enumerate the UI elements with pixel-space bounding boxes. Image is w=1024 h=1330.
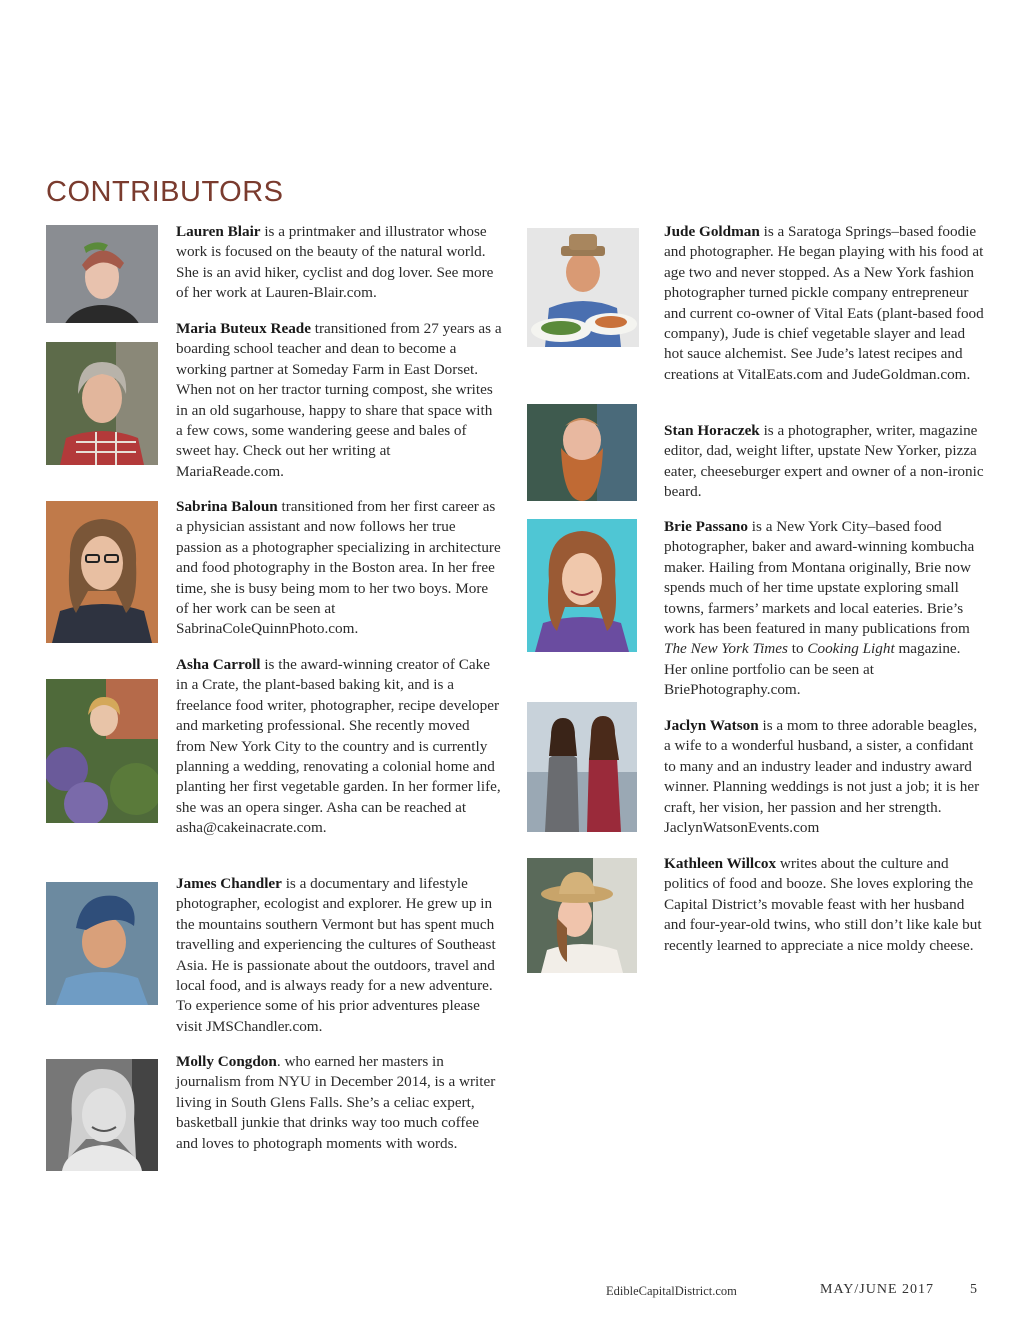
footer-website: EdibleCapitalDistrict.com [606, 1284, 737, 1298]
contributor-bio-sabrina-baloun: Sabrina Baloun transitioned from her first career as a physician assistant and now follows her true passion as a photographer specializing in architecture and food photography in the Boston area. In her free time, she is busy being mom to her two boys. More of her work can be seen at SabrinaColeQuinnPhoto.com. [176, 498, 501, 638]
contributor-bio-jude-goldman: Jude Goldman is a Saratoga Springs–based foodie and photographer. He began playing with his food at age two and never stopped. As a New York fashion photographer turned pickle company entrepreneur and current co-owner of Vital Eats (plant-based food company), Jude is chief vegetable slayer and lead hot sauce alchemist. See Jude’s latest recipes and creations at VitalEats.com and JudeGoldman.com. [664, 223, 984, 383]
page-number: 5 [970, 1282, 977, 1297]
contributor-bio-james-chandler: James Chandler is a documentary and lifestyle photographer, ecologist and explorer. He grew up in the mountains southern Vermont but has spent much travelling and experiencing the cultures of Southeast Asia. He is passionate about the outdoors, travel and local food, and is always ready for a new adventure. To experience some of his prior adventures please visit JMSChandler.com. [176, 875, 496, 1035]
contributor-name: Maria Buteux Reade [176, 320, 311, 337]
contributor-bio-stan-horaczek: Stan Horaczek is a photographer, writer, magazine editor, dad, weight lifter, upstate New Yorker, pizza eater, cheeseburger expert and owner of a non-ironic beard. [664, 422, 984, 501]
contributor-name: Molly Congdon [176, 1053, 277, 1070]
contributor-bio-maria-buteux-reade: Maria Buteux Reade transitioned from 27 years as a boarding school teacher and dean to become a working partner at Someday Farm in East Dorset. When not on her tractor turning compost, she writes in an old sugarhouse, happy to share that space with a few cows, some wandering geese and bales of sweet hay. Check out her writing at MariaReade.com. [176, 320, 502, 480]
contributor-photo-asha-carroll [46, 679, 158, 823]
contributor-name: Kathleen Willcox [664, 855, 777, 872]
contributor-photo-maria-buteux-reade [46, 342, 158, 465]
contributor-photo-james-chandler [46, 882, 158, 1005]
publication-title: The New York Times [664, 640, 788, 658]
contributor-bio-molly-congdon: Molly Congdon. who earned her masters in journalism from NYU in December 2014, is a writer living in South Glens Falls. She’s a celiac expert, basketball junkie that drinks way too much coffee and loves to photograph moments with words. [176, 1053, 496, 1152]
contributor-bio-lauren-blair: Lauren Blair is a printmaker and illustrator whose work is focused on the beauty of the natural world. She is an avid hiker, cyclist and dog lover. See more of her work at Lauren-Blair.com. [176, 223, 494, 302]
contributor-photo-lauren-blair [46, 225, 158, 323]
contributor-photo-kathleen-willcox [527, 858, 637, 973]
contributor-photo-jaclyn-watson [527, 702, 637, 832]
contributor-bio-brie-passano: Brie Passano is a New York City–based food photographer, baker and award-winning kombucha maker. Hailing from Montana originally, Brie now spends much of her time upstate exploring small towns, farmers’ markets and local eateries. Brie’s work has been featured in many publications from The New York Times to Cooking Light magazine. Her online portfolio can be seen at BriePhotography.com. [664, 518, 975, 699]
contributor-name: James Chandler [176, 875, 282, 892]
contributor-name: Stan Horaczek [664, 422, 760, 439]
contributor-photo-sabrina-baloun [46, 501, 158, 643]
page-title: CONTRIBUTORS [46, 176, 284, 208]
contributor-name: Brie Passano [664, 518, 748, 535]
contributor-bio-jaclyn-watson: Jaclyn Watson is a mom to three adorable beagles, a wife to a wonderful husband, a sister, a confidant to many and an industry leader and industry award winner. Planning weddings is not just a job; it is her craft, her vision, her passion and her strength. JaclynWatsonEvents.com [664, 717, 980, 837]
footer-issue-date: MAY/JUNE 2017 [820, 1282, 934, 1297]
contributor-photo-brie-passano [527, 519, 637, 652]
contributor-name: Lauren Blair [176, 223, 261, 240]
contributor-photo-molly-congdon [46, 1059, 158, 1171]
contributor-bio-asha-carroll: Asha Carroll is the award-winning creator of Cake in a Crate, the plant-based baking kit, and is a freelance food writer, photographer, recipe developer and marketing professional. She recently moved from New York City to the country and is currently planning a wedding, renovating a colonial home and planting her first vegetable garden. In her former life, she was an opera singer. Asha can be reached at asha@cakeinacrate.com. [176, 656, 501, 837]
contributor-name: Jude Goldman [664, 223, 760, 240]
contributor-photo-stan-horaczek [527, 404, 637, 501]
contributor-name: Sabrina Baloun [176, 498, 278, 515]
publication-title: Cooking Light [807, 640, 895, 658]
contributor-photo-jude-goldman [527, 228, 639, 347]
contributor-name: Asha Carroll [176, 656, 261, 673]
contributor-name: Jaclyn Watson [664, 717, 759, 734]
contributor-bio-kathleen-willcox: Kathleen Willcox writes about the culture and politics of food and booze. She loves exploring the Capital District’s movable feast with her husband and four-year-old twins, who still don’t like kale but recently learned to appreciate a nice moldy cheese. [664, 855, 982, 954]
